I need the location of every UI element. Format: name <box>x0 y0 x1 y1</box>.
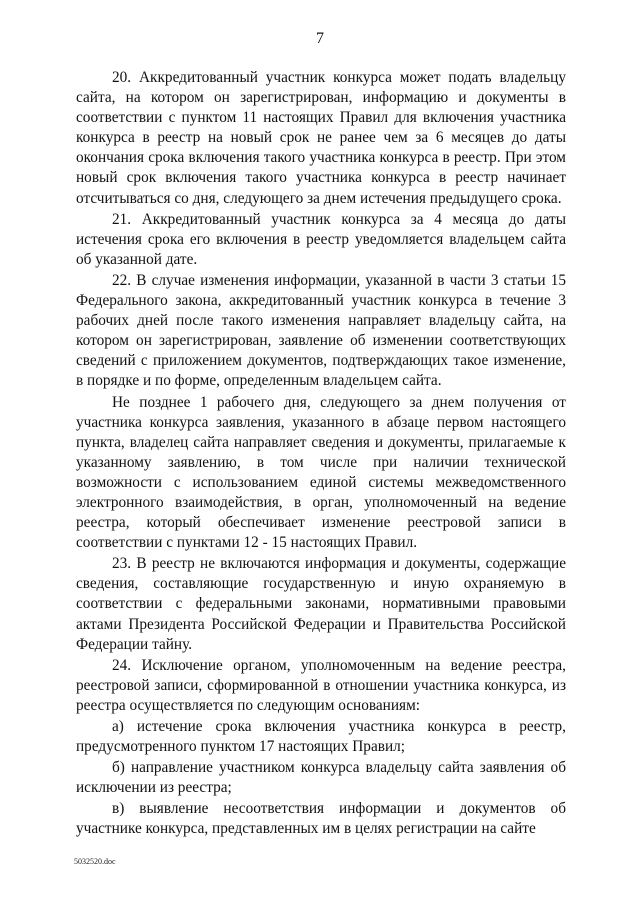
document-body <box>76 68 566 841</box>
paragraph-22-second: Не позднее 1 рабочего дня, следующего за днем получения от участника конкурса заявления, указанного в абзаце первом настоящего пункта, владелец сайта направляет сведения и документы, прилагаемые к указанному заявлению, в том числе при наличии технической возможности с использованием единой системы межведомственного электронного взаимодействия, в орган, уполномоченный на ведение реестра, который обеспечивает изменение реестровой записи в соответствии с пунктами 12 - 15 настоящих Правил. <box>76 393 566 552</box>
paragraph-24-v: в) выявление несоответствия информации и документов об участнике конкурса, представленных им в целях регистрации на сайте <box>76 800 566 838</box>
paragraph-24: 24. Исключение органом, уполномоченным на ведение реестра, реестровой записи, сформированной в отношении участника конкурса, из реестра осуществляется по следующим основаниям: <box>76 656 566 714</box>
paragraph-22: 22. В случае изменения информации, указанной в части 3 статьи 15 Федерального закона, аккредитованный участник конкурса в течение 3 рабочих дней после такого изменения направляет владельцу сайта, на котором он зарегистрирован, заявление об изменении соответствующих сведений с приложением документов, подтверждающих такое изменение, в порядке и по форме, определенным владельцем сайта. <box>76 271 566 390</box>
page-number: 7 <box>316 30 324 47</box>
paragraph-24-a: а) истечение срока включения участника конкурса в реестр, предусмотренного пунктом 17 настоящих Правил; <box>76 718 566 756</box>
paragraph-20: 20. Аккредитованный участник конкурса может подать владельцу сайта, на котором он зарегистрирован, информацию и документы в соответствии с пунктом 11 настоящих Правил для включения участника конкурса в реестр на новый срок не ранее чем за 6 месяцев до даты окончания срока включения такого участника конкурса в реестр. При этом новый срок включения такого участника конкурса в реестр начинает отсчитываться со дня, следующего за днем истечения предыдущего срока. <box>76 69 566 207</box>
paragraph-24-b: б) направление участником конкурса владельцу сайта заявления об исключении из реестра; <box>76 759 566 797</box>
paragraph-21: 21. Аккредитованный участник конкурса за 4 месяца до даты истечения срока его включения в реестр уведомляется владельцем сайта об указанной дате. <box>76 210 566 268</box>
footer-filename: 5032520.doc <box>74 857 116 866</box>
paragraph-23: 23. В реестр не включаются информация и документы, содержащие сведения, составляющие государственную и иную охраняемую в соответствии с федеральными законами, нормативными правовыми актами Президента Российской Федерации и Правительства Российской Федерации тайну. <box>76 555 566 653</box>
